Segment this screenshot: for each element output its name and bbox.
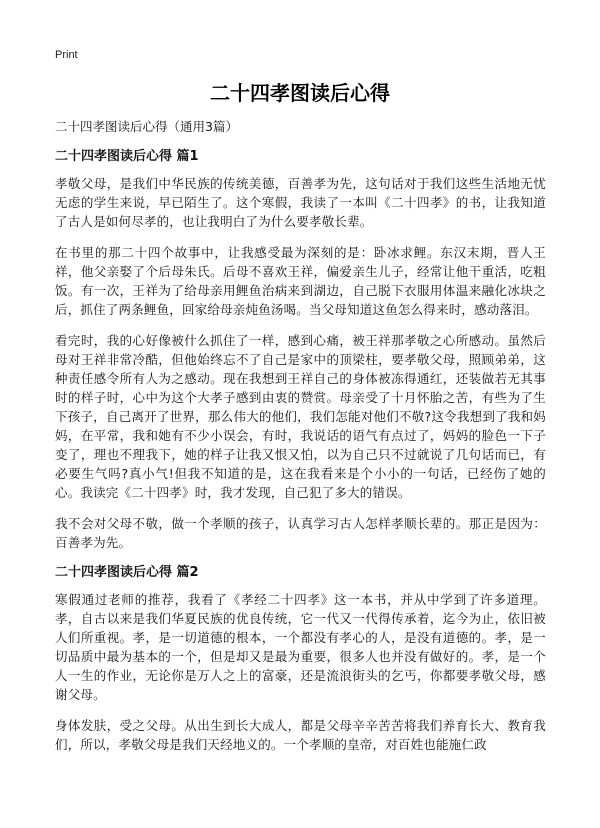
document-subtitle: 二十四孝图读后心得（通用3篇）: [55, 119, 238, 134]
paragraph: 我不会对父母不敬，做一个孝顺的孩子，认真学习古人怎样孝顺长辈的。那正是因为：百善孝为先。: [55, 516, 546, 550]
document-body: [55, 118, 546, 766]
paragraph: 寒假通过老师的推荐，我看了《孝经二十四孝》这一本书，并从中学到了许多道理。孝，自古以来是我们华夏民族的优良传统，它一代又一代得传承着，迄今为止，依旧被人们所重视。孝，是一切道德的根本，一个都没有孝心的人，是没有道德的。孝，是一切品质中最为基本的一个，但是却又是最为重要，很多人也并没有做好的。孝，是一个人一生的作业，无论你是万人之上的富豪，还是流浪街头的乞丐，你都要孝敬父母，感谢父母。: [55, 592, 546, 702]
print-link[interactable]: Print: [55, 49, 78, 61]
paragraph: 在书里的那二十四个故事中，让我感受最为深刻的是：卧冰求鲤。东汉末期，晋人王祥，他父亲娶了个后母朱氏。后母不喜欢王祥，偏爱亲生儿子，经常让他干重活，吃粗饭。有一次，王祥为了给母亲用鲤鱼治病来到湖边，自己脱下衣服用体温来融化冰块之后，抓住了两条鲤鱼，回家给母亲炖鱼汤喝。当父母知道这鱼怎么得来时，感动落泪。: [55, 245, 546, 317]
paragraph: 孝敬父母，是我们中华民族的传统美德，百善孝为先，这句话对于我们这些生活地无忧无虑的学生来说，早已陌生了。这个寒假，我读了一本叫《二十四孝》的书，让我知道了古人是如何尽孝的，也让我明白了为什么要孝敬长辈。: [55, 176, 546, 229]
section-heading: 二十四孝图读后心得 篇1: [55, 149, 199, 164]
section-1: [55, 148, 546, 552]
section-heading: 二十四孝图读后心得 篇2: [55, 565, 199, 580]
section-2: [55, 564, 546, 754]
document-title: 二十四孝图读后心得: [210, 81, 390, 105]
paragraph: 身体发肤，受之父母。从出生到长大成人，都是父母辛辛苦苦将我们养育长大、教育我们，所以，孝敬父母是我们天经地义的。一个孝顺的皇帝，对百姓也能施仁政: [55, 718, 546, 752]
paragraph: 看完时，我的心好像被什么抓住了一样，感到心痛，被王祥那孝敬之心所感动。虽然后母对王祥非常冷酷，但他始终忘不了自己是家中的顶梁柱，要孝敬父母，照顾弟弟，这种责任感令所有人为之感动。现在我想到王祥自己的身体被冻得通红，还装做若无其事时的样子时，心中为这个大孝子感到由衷的赞赏。母亲受了十月怀胎之苦，有些为了生下孩子，自己离开了世界，那么伟大的他们，我们怎能对他们不敬?这令我想到了我和妈妈，在平常，我和她有不少小误会，有时，我说话的语气有点过了，妈妈的脸色一下子变了，理也不理我下，她的样子让我又恨又怕，以为自己只不过就说了几句话而已，有必要生气吗?真小气!但我不知道的是，这在我看来是个小小的一句话，已经伤了她的心。我读完《二十四孝》时，我才发现，自己犯了多大的错误。: [55, 333, 546, 500]
